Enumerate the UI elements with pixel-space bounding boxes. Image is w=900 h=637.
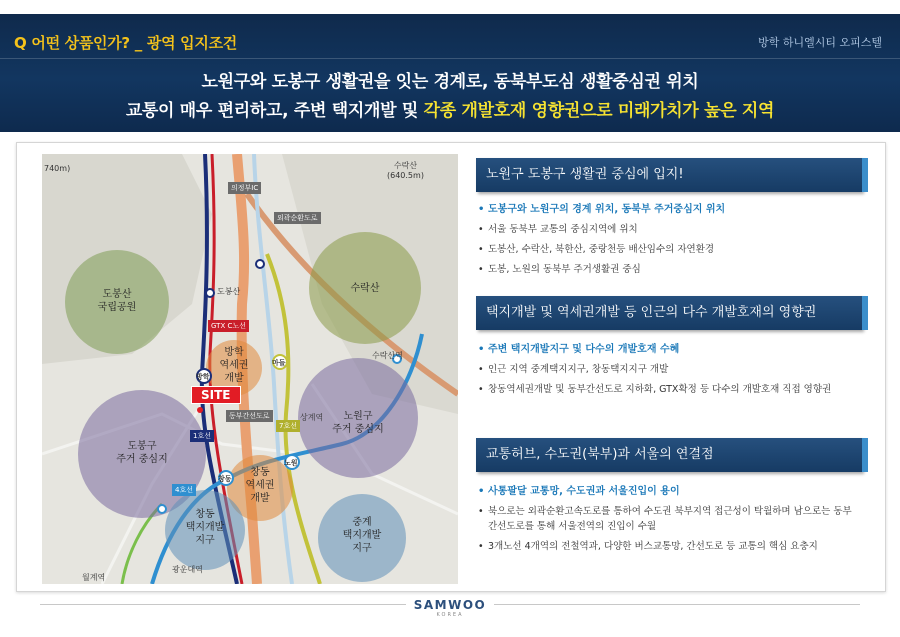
list-item: • 주변 택지개발지구 및 다수의 개발호재 수혜	[478, 342, 860, 357]
logo-sub: KOREA	[436, 612, 464, 618]
zone-label-suraksan: 수락산	[350, 283, 380, 294]
station-label-banghak: 방학	[196, 373, 210, 381]
map-label: 도봉산	[217, 287, 241, 296]
zone-label-junggye-housing: 중계 택지개발 지구	[342, 517, 382, 554]
headline-line2-highlight: 각종 개발호재 영향권으로 미래가치가 높은 지역	[423, 101, 775, 121]
station-label-madeul: 마들	[272, 359, 286, 367]
zone-label-nowon: 노원구 주거 중심지	[332, 411, 384, 435]
line-tag-line4: 4호선	[172, 484, 196, 496]
road-tag-uijeongbu-ic: 의정부IC	[228, 182, 261, 194]
station-minor	[256, 260, 264, 268]
list-item: • 도봉, 노원의 동북부 주거생활권 중심	[478, 262, 860, 277]
station-label-changdong: 창동	[218, 475, 232, 483]
list-item: • 인근 지역 중계택지지구, 창동택지지구 개발	[478, 362, 860, 377]
header-divider	[0, 58, 900, 59]
list-item: • 서울 동북부 교통의 중심지역에 위치	[478, 222, 860, 237]
road-tag-ring-road: 외곽순환도로	[274, 212, 321, 224]
list-item: • 도봉산, 수락산, 북한산, 중랑천등 배산임수의 자연환경	[478, 242, 860, 257]
headline-line2-plain: 교통이 매우 편리하고, 주변 택지개발 및	[125, 101, 424, 121]
map-label: 수락산 (640.5m)	[387, 161, 424, 180]
header-banner	[0, 14, 900, 132]
line-tag-gtx: GTX C노선	[208, 320, 249, 332]
zone-label-changdong-station: 창동 역세권 개발	[245, 467, 275, 504]
map-label: 월계역	[82, 573, 106, 582]
company-logo	[0, 594, 900, 618]
section-list-1	[478, 202, 860, 282]
map-label: 광운대역	[172, 565, 203, 574]
map-label: 740m)	[44, 164, 71, 173]
site-marker	[197, 407, 203, 413]
site-label: SITE	[191, 386, 241, 404]
project-name: 방학 하니엘시티 오피스텔	[758, 36, 882, 49]
zone-label-dobongsan: 도봉산 국립공원	[97, 289, 137, 313]
line-tag-line1: 1호선	[190, 430, 214, 442]
list-item: • 3개노선 4개역의 전철역과, 다양한 버스교통망, 간선도로 등 교통의 핵심 요충지	[478, 539, 860, 554]
zone-label-dobong: 도봉구 주거 중심지	[116, 441, 168, 465]
map-label: 수락산역	[372, 351, 403, 360]
road-tag-eastern-expressway: 동부간선도로	[226, 410, 273, 422]
headline-line1: 노원구와 도봉구 생활권을 잇는 경계로, 동북부도심 생활중심권 위치	[201, 72, 699, 92]
headline-line2	[0, 96, 900, 121]
map-label: 상계역	[300, 413, 324, 422]
station-dobongsan	[206, 289, 214, 297]
section-title-3: 교통허브, 수도권(북부)과 서울의 연결점	[476, 438, 862, 472]
section-title-2: 택지개발 및 역세권개발 등 인근의 다수 개발호재의 영향권	[476, 296, 862, 330]
section-list-2	[478, 342, 860, 402]
line-tag-line7: 7호선	[276, 420, 300, 432]
list-item: • 북으로는 외곽순환고속도로를 통하여 수도권 북부지역 접근성이 탁월하며 남으로는 동부간선도로를 통해 서울전역의 진입이 수월	[478, 504, 860, 534]
section-list-3	[478, 484, 860, 559]
station-minor	[158, 505, 166, 513]
location-map	[42, 154, 458, 584]
zone-label-banghak: 방학 역세권 개발	[219, 347, 249, 384]
logo-brand: SAMWOO	[406, 598, 495, 612]
zone-label-changdong-housing: 창동 택지개발 지구	[185, 509, 225, 546]
section-title-1: 노원구 도봉구 생활권 중심에 입지!	[476, 158, 862, 192]
list-item: • 사통팔달 교통망, 수도권과 서울진입이 용이	[478, 484, 860, 499]
list-item: • 창동역세권개발 및 동부간선도로 지하화, GTX확정 등 다수의 개발호재 직접 영향권	[478, 382, 860, 397]
page-title: Q 어떤 상품인가? _ 광역 입지조건	[14, 34, 237, 52]
station-label-nowon: 노원	[284, 459, 298, 467]
list-item: • 도봉구와 노원구의 경계 위치, 동북부 주거중심지 위치	[478, 202, 860, 217]
